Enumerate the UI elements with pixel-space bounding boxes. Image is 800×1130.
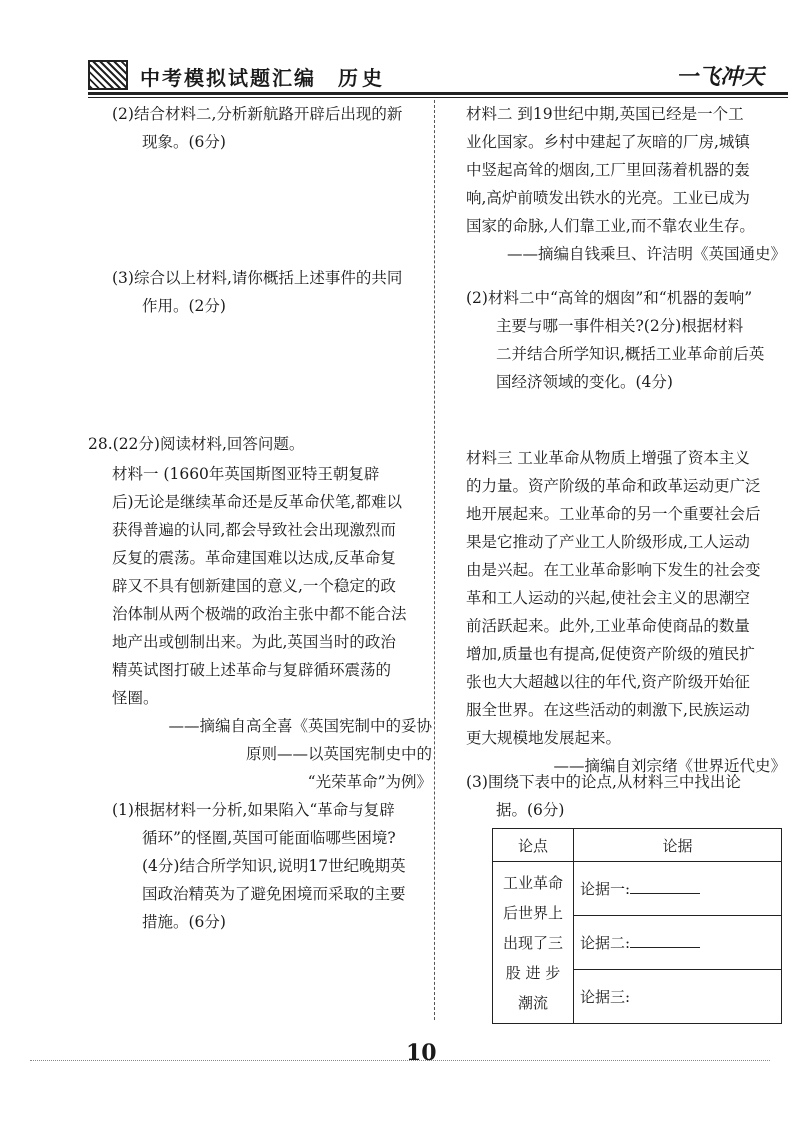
material-three-line: 由是兴起。在工业革命影响下发生的社会变 (466, 561, 761, 579)
material-three-line: 服全世界。在这些活动的刺激下,民族运动 (466, 701, 750, 719)
left-q2 (112, 100, 432, 156)
thesis-line: 出现了三 (502, 933, 563, 952)
table-header-thesis: 论点 (493, 829, 574, 862)
material-three-line: 材料三 工业革命从物质上增强了资本主义 (466, 449, 750, 467)
material-one-line: 反复的震荡。革命建国难以达成,反革命复 (112, 549, 396, 567)
left-q2-line1: (2)结合材料二,分析新航路开辟后出现的新 (112, 105, 403, 123)
material-one-line: 地产出或刨制出来。为此,英国当时的政治 (112, 633, 396, 651)
right-q2 (466, 284, 786, 396)
table-header-row (493, 829, 782, 862)
material-one-citation-3: “光荣革命”为例》 (307, 773, 432, 791)
material-three (466, 444, 786, 780)
right-q3-line: (3)围绕下表中的论点,从材料三中找出论 (466, 773, 741, 791)
left-q1 (112, 796, 432, 936)
material-three-line: 前活跃起来。此外,工业革命使商品的数量 (466, 617, 750, 635)
evidence-cell-1[interactable] (574, 862, 782, 916)
material-three-line: 更大规模地发展起来。 (466, 729, 622, 747)
left-q1-line: 循环”的怪圈,英国可能面临哪些困境? (142, 829, 396, 847)
q28-title (88, 430, 428, 458)
material-three-citation: ——摘编自刘宗绪《世界近代史》 (553, 757, 786, 775)
material-three-line: 的力量。资产阶级的革命和政革运动更广泛 (466, 477, 761, 495)
material-two-line: 响,高炉前喷发出铁水的光亮。工业已成为 (466, 189, 750, 207)
thesis-line: 股 进 步 (505, 963, 561, 982)
material-one-line: 获得普遍的认同,都会导致社会出现激烈而 (112, 521, 396, 539)
answer-blank[interactable] (630, 933, 700, 948)
material-three-line: 革和工人运动的兴起,使社会主义的思潮空 (466, 589, 750, 607)
header-brand: 一飞冲天 (676, 64, 765, 90)
q28-title-text: 28.(22分)阅读材料,回答问题。 (88, 435, 305, 453)
header-rule (88, 92, 788, 95)
evidence-label-2: 论据二: (580, 934, 631, 952)
left-q2-line2: 现象。(6分) (142, 133, 226, 151)
material-one-line: 治体制从两个极端的政治主张中都不能合法 (112, 605, 407, 623)
material-one-line: 辟又不具有刨新建国的意义,一个稳定的政 (112, 577, 396, 595)
material-two-line: 国家的命脉,人们靠工业,而不靠农业生存。 (466, 217, 755, 235)
material-two-citation: ——摘编自钱乘旦、许洁明《英国通史》 (506, 245, 786, 263)
material-two-line: 业化国家。乡村中建起了灰暗的厂房,城镇 (466, 133, 750, 151)
material-one-citation-1: ——摘编自高全喜《英国宪制中的妥协 (168, 717, 432, 735)
answer-blank[interactable] (630, 879, 700, 894)
material-three-line: 地开展起来。工业革命的另一个重要社会后 (466, 505, 761, 523)
material-two-line: 中竖起高耸的烟囱,工厂里回荡着机器的轰 (466, 161, 750, 179)
table-header-evidence: 论据 (574, 829, 782, 862)
left-q3-line2: 作用。(2分) (142, 297, 226, 315)
left-q1-line: 措施。(6分) (142, 913, 226, 931)
evidence-label-1: 论据一: (580, 880, 631, 898)
header-rule-thin (88, 97, 788, 98)
left-q1-line: (4分)结合所学知识,说明17世纪晚期英 (142, 857, 406, 875)
material-two-line: 材料二 到19世纪中期,英国已经是一个工 (466, 105, 744, 123)
material-one-line: 精英试图打破上述革命与复辟循环震荡的 (112, 661, 392, 679)
right-q2-line: 国经济领域的变化。(4分) (496, 373, 673, 391)
left-q1-line: (1)根据材料一分析,如果陷入“革命与复辟 (112, 801, 395, 819)
material-one-line: 后)无论是继续革命还是反革命伏笔,都难以 (112, 493, 402, 511)
table-row (493, 862, 782, 916)
material-one-line: 材料一 (1660年英国斯图亚特王朝复辟 (112, 465, 380, 483)
left-q3 (112, 264, 432, 320)
material-one-line: 怪圈。 (112, 689, 159, 707)
thesis-line: 潮流 (517, 993, 548, 1012)
material-two (466, 100, 786, 268)
material-three-line: 果是它推动了产业工人阶级形成,工人运动 (466, 533, 750, 551)
right-q3 (466, 768, 786, 824)
footer-line (30, 1060, 770, 1061)
right-q2-line: 主要与哪一事件相关?(2分)根据材料 (496, 317, 744, 335)
left-q1-line: 国政治精英为了避免困境而采取的主要 (142, 885, 406, 903)
material-one-citation-2: 原则——以英国宪制史中的 (245, 745, 432, 763)
evidence-cell-2[interactable] (574, 916, 782, 970)
evidence-cell-3[interactable] (574, 970, 782, 1024)
right-q2-line: (2)材料二中“高耸的烟囱”和“机器的轰响” (466, 289, 753, 307)
publisher-logo (88, 60, 128, 90)
material-three-line: 张也大大超越以往的年代,资产阶级开始征 (466, 673, 750, 691)
right-q3-line: 据。(6分) (496, 801, 565, 819)
evidence-label-3: 论据三: (580, 988, 631, 1006)
thesis-line: 后世界上 (502, 903, 563, 922)
column-divider (434, 100, 435, 1020)
argument-table (492, 828, 782, 1024)
material-three-line: 增加,质量也有提高,促使资产阶级的殖民扩 (466, 645, 755, 663)
header-subject: 历史 (338, 66, 386, 90)
thesis-cell (493, 862, 574, 1024)
header-title: 中考模拟试题汇编 (140, 66, 316, 90)
page-number: 10 (406, 1040, 437, 1066)
left-q3-line1: (3)综合以上材料,请你概括上述事件的共同 (112, 269, 403, 287)
thesis-line: 工业革命 (502, 873, 563, 892)
material-one (112, 460, 432, 796)
right-q2-line: 二并结合所学知识,概括工业革命前后英 (496, 345, 765, 363)
